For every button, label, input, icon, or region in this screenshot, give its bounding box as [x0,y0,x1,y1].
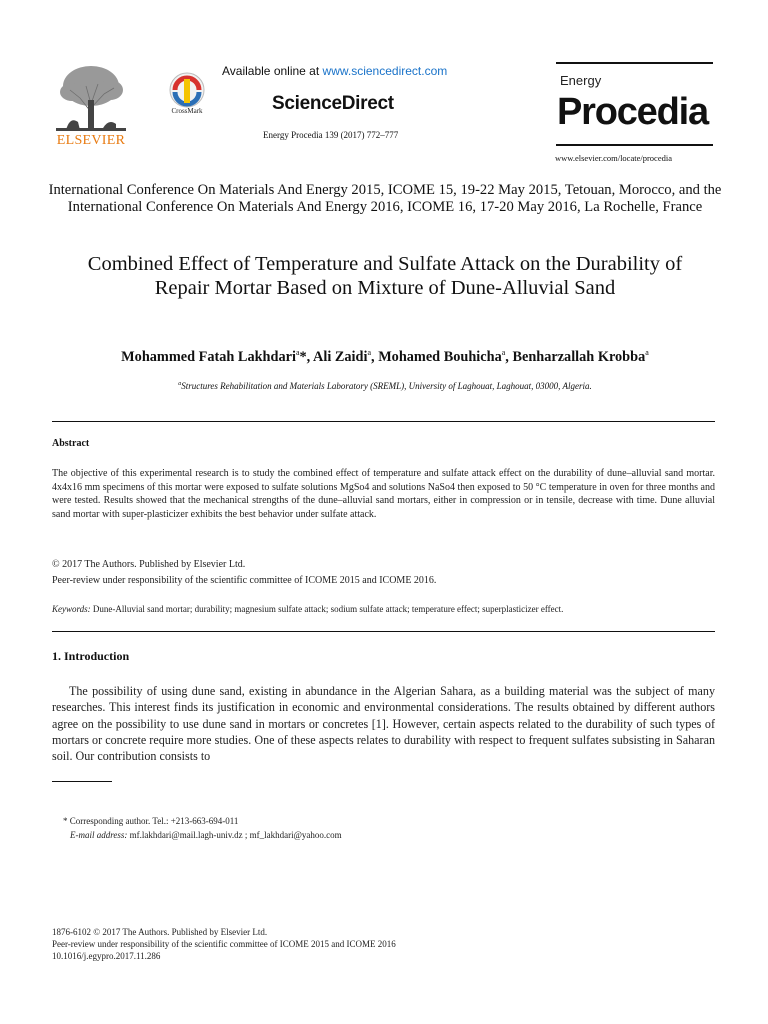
available-online [222,64,447,78]
publisher-name: ELSEVIER [56,133,126,148]
abstract-body: The objective of this experimental research is to study the combined effect of temperature and sulfate attack effect on the durability of dune–alluvial sand mortar. 4x4x16 mm specimens of this mortar were exposed to sulfate solutions MgSo4 and solutions NaSo4 then exposed to 50 °C temperature in oven for three months and were tested. Results showed that the mechanical strengths of the dune–alluvial sand mortars, either in compression or in tensile, decrease with time. Dune alluvial sand mortar with super-plasticizer exhibits the best behavior under sulfate attack. [52,468,715,520]
page-footer [52,927,396,962]
corresponding-author: * Corresponding author. Tel.: +213-663-694-011 [63,816,239,826]
conference-line: International Conference On Materials And Energy 2015, ICOME 15, 19-22 May 2015, Tetouan, Morocco, and the International Conference On Materials And Energy 2016, ICOME 16, 17-20 May 2016, La Rochelle, France [48,182,722,215]
journal-logo-energy: Energy [560,73,602,88]
email-footnote: E-mail address: mf.lakhdari@mail.lagh-univ.dz ; mf_lakhdari@yahoo.com [70,830,342,840]
crossmark-label: CrossMark [171,107,203,115]
available-prefix: Available online at [222,64,323,78]
author: Ali Zaidi$^a$, [313,348,379,365]
author-list [40,348,730,366]
footnote-divider [52,781,112,782]
affiliation: $^a$Structures Rehabilitation and Materials Laboratory (SREML), University of Laghouat, Laghouat, 03000, Algeria. [178,381,592,391]
issn-line: 1876-6102 © 2017 The Authors. Published by Elsevier Ltd. [52,927,268,937]
author: Mohamed Bouhicha$^a$, [378,348,513,365]
copyright-line: © 2017 The Authors. Published by Elsevier Ltd. [52,559,246,570]
keywords-label: Keywords: [52,604,91,614]
peer-review-line: Peer-review under responsibility of the scientific committee of ICOME 2015 and ICOME 2016. [52,575,437,586]
introduction-body: The possibility of using dune sand, existing in abundance in the Algerian Sahara, as a building material was the subject of many researches. This interest finds its justification in economic and environmental considerations. The results obtained by different authors agree on the possibility to use dune sand in mortars or concretes [1]. However, certain aspects related to the durability of such types of mortars or concrete require more studies. One of these aspects relates to durability with respect to frequent sulfates subsisting in Saharan soil. Our contribution consists to [52,684,715,764]
divider [52,421,715,422]
divider [52,631,715,632]
keywords-list: Dune-Alluvial sand mortar; durability; magnesium sulfate attack; sodium sulfate attack; temperature effect; superplasticizer effect. [90,604,564,614]
abstract-heading: Abstract [52,438,90,449]
author: Benharzallah Krobba$^a$ [512,348,649,365]
email-addresses[interactable]: mf.lakhdari@mail.lagh-univ.dz ; mf_lakhdari@yahoo.com [127,830,342,840]
paper-title: Combined Effect of Temperature and Sulfate Attack on the Durability of Repair Mortar Based on Mixture of Dune-Alluvial Sand [87,253,683,299]
journal-url[interactable]: www.elsevier.com/locate/procedia [555,153,672,163]
journal-citation: Energy Procedia 139 (2017) 772–777 [263,130,399,140]
section-heading: 1. Introduction [52,649,130,663]
platform-name: ScienceDirect [272,93,394,114]
author: Mohammed Fatah Lakhdari$^a$*, [121,348,314,365]
sciencedirect-link[interactable]: www.sciencedirect.com [322,64,448,78]
footer-peer-review: Peer-review under responsibility of the scientific committee of ICOME 2015 and ICOME 2016 [52,938,396,949]
keywords [52,604,563,614]
doi-line[interactable]: 10.1016/j.egypro.2017.11.286 [52,950,161,961]
journal-logo-procedia: Procedia [557,91,708,133]
